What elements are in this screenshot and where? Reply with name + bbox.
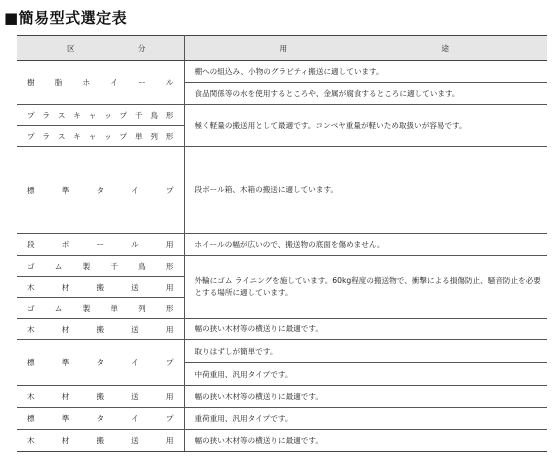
label-char: 製 (82, 303, 91, 313)
label-char: ラ (42, 110, 51, 120)
category-label (17, 303, 184, 314)
usage-cell (184, 61, 547, 105)
category-label (17, 261, 184, 272)
category-label (17, 77, 184, 88)
label-char: 鳥 (138, 261, 146, 271)
label-char: 用 (165, 282, 174, 292)
category-cell (17, 147, 184, 234)
label-char: プ (165, 414, 174, 423)
label-char: 用 (165, 324, 174, 334)
label-char: キ (73, 110, 81, 120)
label-char: 用 (165, 392, 174, 401)
label-char: 木 (27, 436, 35, 445)
label-char: プ (165, 185, 174, 195)
usage-text: 取りはずしが簡単です。 (185, 340, 548, 363)
label-char: 段 (27, 240, 35, 249)
category-cell (17, 430, 184, 452)
label-char: プ (165, 358, 174, 367)
label-char: プ (119, 110, 128, 120)
category-label (17, 391, 184, 402)
selection-table (17, 35, 547, 452)
usage-text: 重荷重用、汎用タイプです。 (184, 408, 547, 430)
usage-cell (184, 340, 547, 386)
label-char: 形 (165, 261, 174, 271)
label-char: ボ (61, 240, 70, 249)
label-char: 単 (110, 303, 118, 313)
label-char: 送 (131, 282, 139, 292)
usage-text: 幅の狭い木材等の横送りに最適です。 (184, 319, 547, 340)
label-char: 列 (150, 131, 158, 141)
label-char: 準 (61, 185, 70, 195)
label-char: 形 (165, 303, 174, 313)
usage-text: 外輪にゴム ライニングを施しています。60kg程度の搬送物で、衝撃による損傷防止、騒音防止を必要とする場所に適しています。 (184, 256, 547, 319)
label-char: タ (96, 185, 105, 195)
label-char: ゴ (27, 261, 35, 271)
label-char: 材 (61, 324, 70, 334)
table-row (17, 319, 547, 340)
table-row (17, 430, 547, 452)
label-char: ル (165, 78, 174, 87)
label-char: ホ (82, 78, 91, 87)
label-char: 送 (131, 392, 139, 401)
category-cell (17, 234, 184, 256)
label-char: 脂 (54, 78, 63, 87)
category-label (17, 110, 184, 121)
label-char: ー (138, 78, 146, 87)
label-char: 搬 (96, 436, 105, 445)
label-char: イ (131, 358, 139, 367)
usage-text: 食品関係等の水を使用するところや、金属が腐食するところに適しています。 (194, 89, 460, 98)
label-char: プ (27, 131, 35, 141)
label-char: 千 (134, 110, 143, 120)
label-char: 標 (27, 414, 35, 423)
category-cell (17, 61, 184, 105)
table-row (17, 408, 547, 430)
label-char: 用 (165, 436, 174, 445)
label-char: イ (131, 185, 139, 195)
label-char: プ (27, 110, 35, 120)
label-char: 形 (165, 131, 174, 141)
label-char: 形 (165, 110, 174, 120)
label-char: 送 (131, 324, 139, 334)
usage-text: 幅の狭い木材等の横送りに最適です。 (184, 386, 547, 408)
category-label (17, 324, 184, 335)
label-char: ャ (88, 131, 97, 141)
category-cell (17, 105, 184, 147)
label-char: ャ (88, 110, 97, 120)
category-label (17, 413, 184, 424)
label-char: 搬 (96, 392, 105, 401)
table-row (17, 61, 547, 105)
label-char: 準 (61, 358, 70, 367)
label-char: 鳥 (150, 110, 158, 120)
label-char: 列 (138, 303, 146, 313)
usage-text: 段ボール箱、木箱の搬送に適しています。 (184, 147, 547, 234)
category-label (17, 239, 184, 250)
table-row (17, 340, 547, 386)
label-char: 標 (27, 185, 35, 195)
table-header (17, 36, 547, 61)
label-char: ス (57, 110, 66, 120)
label-char: タ (96, 414, 105, 423)
label-char: ッ (104, 110, 112, 120)
label-char: 材 (61, 436, 70, 445)
category-label (17, 131, 184, 142)
table-row (17, 147, 547, 234)
label-char: 搬 (96, 282, 105, 292)
label-char: 製 (82, 261, 91, 271)
table-row (17, 234, 547, 256)
label-char: 千 (110, 261, 118, 271)
label-char: 木 (27, 282, 35, 292)
label-char: イ (131, 414, 139, 423)
label-char: イ (110, 78, 118, 87)
label-char: 材 (61, 282, 70, 292)
usage-text: 中荷重用、汎用タイプです。 (194, 369, 293, 379)
category-cell (17, 319, 184, 340)
label-char: 標 (27, 358, 35, 367)
label-char: 材 (61, 392, 70, 401)
usage-text: 極く軽量の搬送用として最適です。コンベヤ重量が軽いため取扱いが容易です。 (184, 105, 547, 147)
label-char: 用 (165, 240, 174, 249)
usage-text: 幅の狭い木材等の横送りに最適です。 (184, 430, 547, 452)
category-cell (17, 386, 184, 408)
header-category: 区 分 (17, 36, 184, 61)
label-char: キ (73, 131, 81, 141)
category-label (17, 435, 184, 446)
table-row (17, 105, 547, 147)
page-title: ■簡易型式選定表 (4, 9, 128, 27)
label-char: ー (96, 240, 105, 249)
label-char: 木 (27, 324, 35, 334)
label-char: ラ (42, 131, 51, 141)
category-label (17, 357, 184, 368)
label-char: タ (96, 358, 105, 367)
label-char: ス (57, 131, 66, 141)
label-char: ル (131, 240, 139, 249)
label-char: 搬 (96, 324, 105, 334)
label-char: 単 (134, 131, 143, 141)
header-usage: 用 途 (184, 36, 547, 61)
category-label (17, 185, 184, 196)
label-char: 送 (131, 436, 139, 445)
category-label (17, 282, 184, 293)
table-row (17, 386, 547, 408)
category-cell (17, 340, 184, 386)
label-char: プ (119, 131, 128, 141)
label-char: ッ (104, 131, 112, 141)
table-row (17, 256, 547, 319)
label-char: 準 (61, 414, 70, 423)
usage-text: 棚への組込み、小物のグラビティ搬送に適しています。 (185, 61, 548, 83)
label-char: ゴ (27, 303, 35, 313)
category-cell (17, 256, 184, 319)
label-char: ム (54, 261, 63, 271)
label-char: 木 (27, 392, 35, 401)
label-char: 樹 (27, 78, 35, 87)
category-cell (17, 408, 184, 430)
usage-text: ホイールの幅が広いので、搬送物の底面を傷めません。 (184, 234, 547, 256)
label-char: ム (54, 303, 63, 313)
